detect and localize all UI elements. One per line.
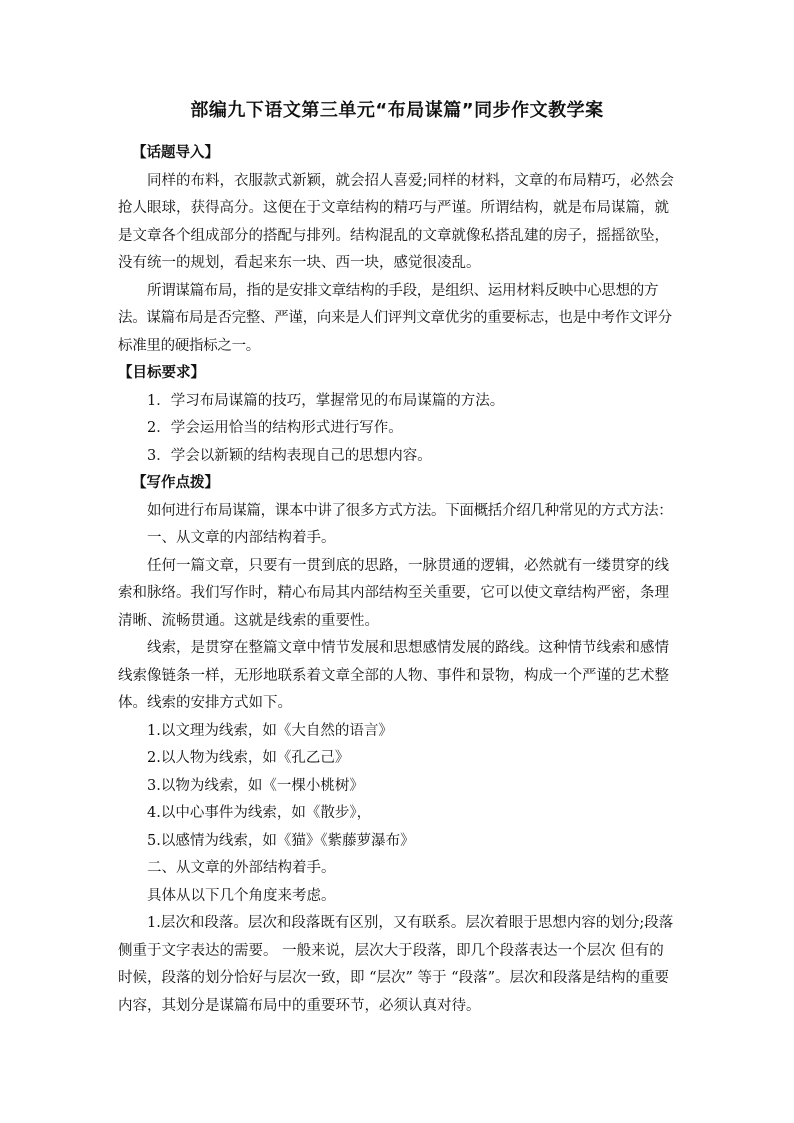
clue-item-3: 3.以物为线索，如《一棵小桃树》 (147, 777, 364, 794)
paragraph-intro-1: 同样的布料，衣服款式新颖，就会招人喜爱;同样的材料，文章的布局精巧，必然会抢人眼球，获得高分。这便在于文章结构的精巧与严谨。所谓结构，就是布局谋篇，就是文章各个组成部分的搭配与排列。结构混乱的文章就像私搭乱建的房子，摇摇欲坠，没有统一的规划，看起来东一块、西一块，感觉很凌乱。 (118, 172, 674, 271)
subheading-internal-structure: 一、从文章的内部结构着手。 (147, 530, 336, 546)
paragraph-intro-2: 所谓谋篇布局，指的是安排文章结构的手段，是组织、运用材料反映中心思想的方法。谋篇布局是否完整、严谨，向来是人们评判文章优劣的重要标志，也是中考作文评分标准里的硬指标之一。 (118, 282, 672, 354)
paragraph-external-1: 具体从以下几个角度来考虑。 (147, 887, 336, 904)
paragraph-internal-2: 线索，是贯穿在整篇文章中情节发展和思想感情发展的路线。这种情节线索和感情线索像链条一样，无形地联系着文章全部的人物、事件和景物，构成一个严谨的艺术整体。线索的安排方式如下。 (118, 640, 669, 711)
goal-item-2: 2．学会运用恰当的结构形式进行写作。 (147, 420, 403, 436)
goal-item-3: 3．学会以新颖的结构表现自己的思想内容。 (147, 447, 432, 464)
paragraph-tips-1: 如何进行布局谋篇，课本中讲了很多方式方法。下面概括介绍几种常见的方式方法： (147, 502, 673, 519)
subheading-external-structure: 二、从文章的外部结构着手。 (147, 860, 336, 876)
section-heading-goals: 【目标要求】 (118, 365, 205, 381)
section-heading-writing-tips: 【写作点拨】 (132, 475, 219, 491)
clue-item-1: 1.以文理为线索，如《大自然的语言》 (147, 722, 393, 739)
clue-item-2: 2.以人物为线索，如《孔乙己》 (147, 750, 350, 766)
clue-item-4: 4.以中心事件为线索，如《散步》， (147, 805, 372, 821)
goal-item-1: 1．学习布局谋篇的技巧，掌握常见的布局谋篇的方法。 (147, 392, 505, 409)
section-heading-topic-intro: 【话题导入】 (132, 145, 219, 161)
paragraph-internal-1: 任何一篇文章，只要有一贯到底的思路，一脉贯通的逻辑，必然就有一缕贯穿的线索和脉络。我们写作时，精心布局其内部结构至关重要，它可以使文章结构严密，条理清晰、流畅贯通。这就是线索的重要性。 (118, 557, 669, 629)
paragraph-external-2: 1.层次和段落。层次和段落既有区别，又有联系。层次着眼于思想内容的划分;段落侧重于文字表达的需要。 一般来说，层次大于段落，即几个段落表达一个层次 但有的时候，段落的划分恰好与层次一致，即 “层次” 等于 “段落”。层次和段落是结构的重要内容，其划分是谋篇布局中的重要环节，必须认真对待。 (118, 915, 674, 1014)
document-title: 部编九下语文第三单元“布局谋篇”同步作文教学案 (190, 100, 604, 121)
clue-item-5: 5.以感情为线索，如《猫》《紫藤萝瀑布》 (147, 832, 415, 849)
document-body (118, 140, 678, 1020)
